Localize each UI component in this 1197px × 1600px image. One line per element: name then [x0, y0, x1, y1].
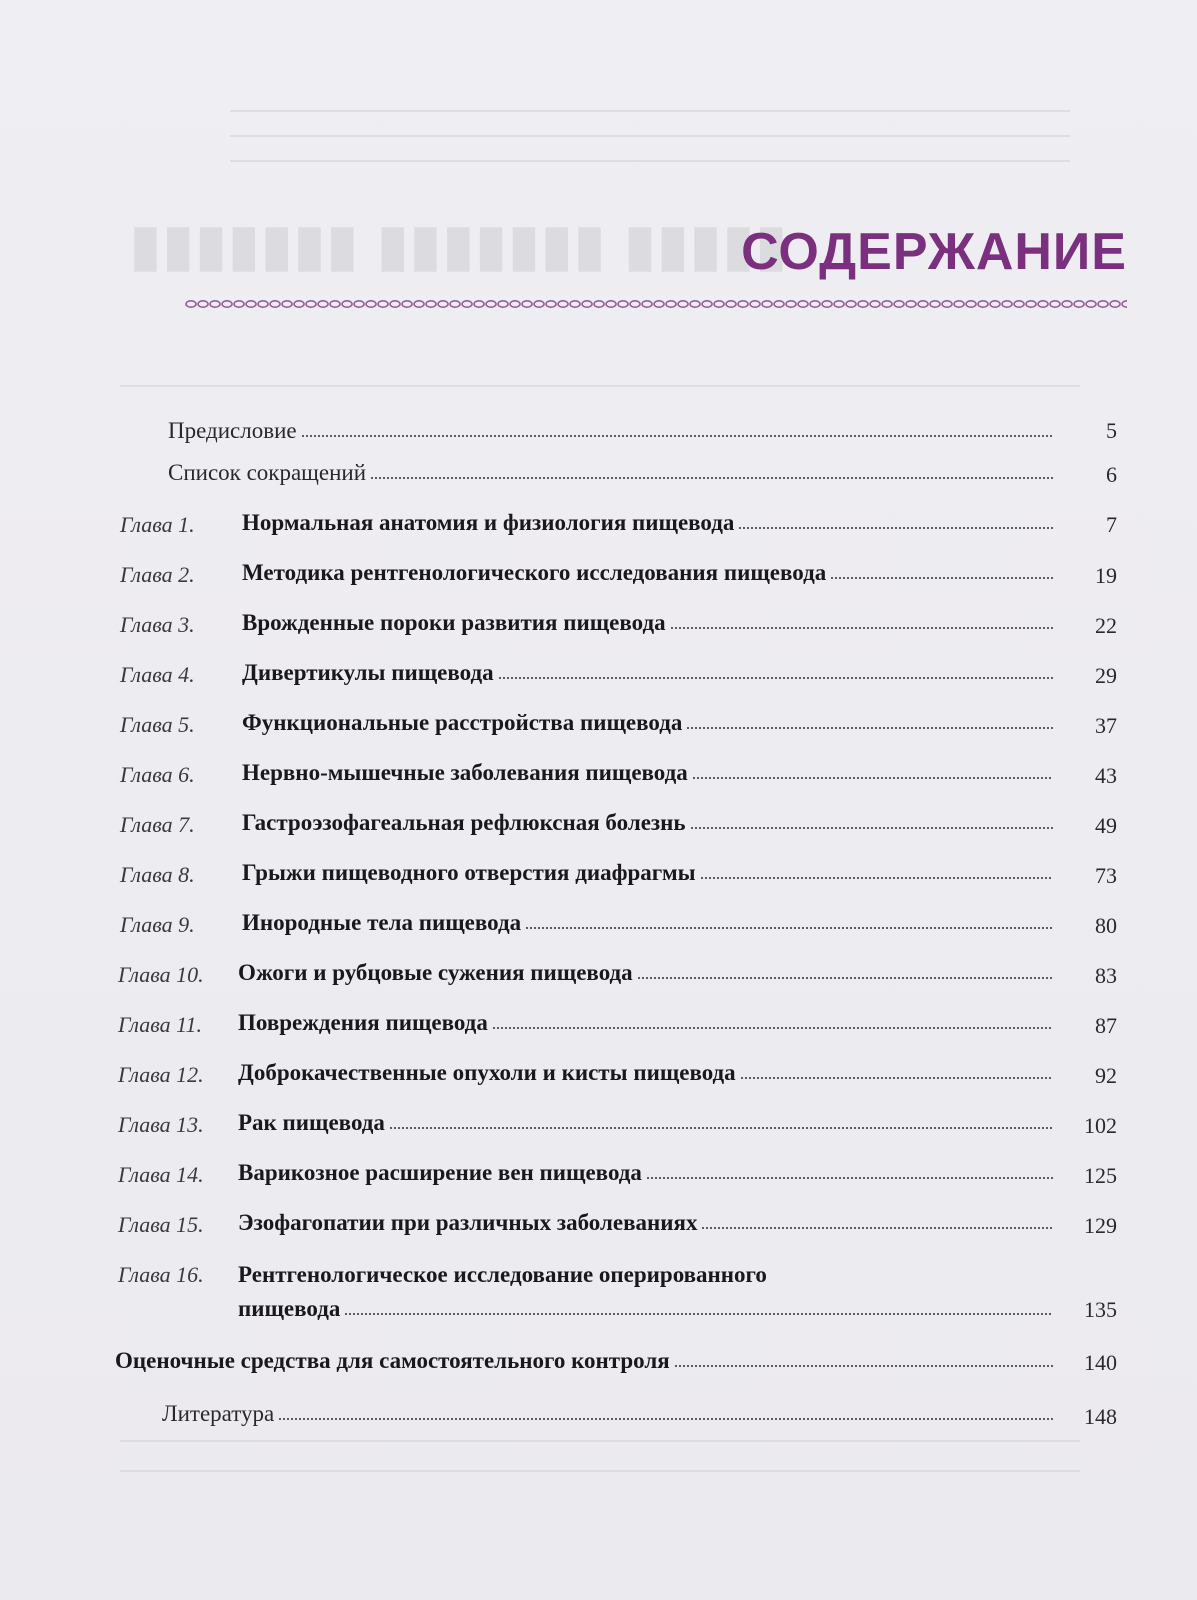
dot-leader [830, 576, 1053, 580]
toc-entry-text: Гастроэзофагеальная рефлюксная болезнь [242, 810, 686, 835]
toc-entry-text: Эзофагопатии при различных заболеваниях [238, 1210, 698, 1235]
toc-entry-chapter[interactable] [238, 1102, 1057, 1136]
page-number: 129 [1084, 1213, 1117, 1238]
chapter-label: Глава 2. [120, 562, 195, 587]
toc-entry-text: Литература [162, 1401, 275, 1426]
chapter-label: Глава 12. [118, 1062, 204, 1087]
toc-entry-chapter[interactable] [242, 902, 1057, 936]
dot-leader [498, 676, 1053, 680]
dot-leader [389, 1126, 1053, 1130]
page-number: 43 [1095, 763, 1117, 788]
toc-entry-chapter[interactable] [242, 502, 1057, 536]
toc-entry-chapter[interactable] [242, 752, 1057, 786]
dot-leader [690, 826, 1053, 830]
dot-leader [525, 926, 1053, 930]
page-number: 80 [1095, 913, 1117, 938]
dot-leader [738, 526, 1053, 530]
chapter-label: Глава 9. [120, 912, 195, 937]
toc-entry-chapter[interactable] [238, 1052, 1057, 1086]
toc-entry-text: Повреждения пищевода [238, 1010, 488, 1035]
chapter-label: Глава 15. [118, 1212, 204, 1237]
toc-entry-text: Доброкачественные опухоли и кисты пищевода [238, 1060, 736, 1085]
chapter-label: Глава 1. [120, 512, 195, 537]
toc-entry-chapter[interactable] [242, 602, 1057, 636]
dot-leader [646, 1176, 1053, 1180]
chapter-label: Глава 6. [120, 762, 195, 787]
page-number: 29 [1095, 663, 1117, 688]
toc-entry-text: Врожденные пороки развития пищевода [242, 610, 666, 635]
dot-leader [370, 476, 1053, 480]
toc-entry-text: Инородные тела пищевода [242, 910, 522, 935]
page-title: СОДЕРЖАНИЕ [741, 223, 1127, 281]
page-number: 135 [1084, 1297, 1117, 1322]
toc-entry-chapter[interactable] [238, 952, 1057, 986]
chapter-label: Глава 16. [118, 1262, 204, 1287]
page-number: 125 [1084, 1163, 1117, 1188]
toc-entry-chapter[interactable] [242, 852, 1057, 886]
toc-entry-text: Рак пищевода [238, 1110, 385, 1135]
toc-entry-chapter[interactable] [238, 1202, 1057, 1236]
chapter-label: Глава 14. [118, 1162, 204, 1187]
toc-entry-abbreviations[interactable] [168, 452, 1057, 486]
page-number: 92 [1095, 1063, 1117, 1088]
toc-entry-chapter[interactable] [242, 552, 1057, 586]
toc-entry-assessment[interactable] [115, 1340, 1057, 1374]
toc-entry-literature[interactable] [162, 1393, 1057, 1427]
toc-entry-text: Нормальная анатомия и физиология пищевода [242, 510, 735, 535]
chapter-label: Глава 11. [118, 1012, 202, 1037]
toc-entry-text: Ожоги и рубцовые сужения пищевода [238, 960, 633, 985]
dot-leader [278, 1417, 1053, 1421]
dot-leader [692, 776, 1053, 780]
page-number: 5 [1106, 418, 1117, 443]
dot-leader [344, 1312, 1053, 1316]
dot-leader [637, 976, 1053, 980]
toc-entry-text: Нервно-мышечные заболевания пищевода [242, 760, 688, 785]
page-number: 148 [1084, 1404, 1117, 1429]
dot-leader [670, 626, 1053, 630]
chapter-label: Глава 10. [118, 962, 204, 987]
toc-entry-text: Предисловие [168, 418, 297, 443]
page-number: 102 [1084, 1113, 1117, 1138]
chapter-label: Глава 4. [120, 662, 195, 687]
toc-entry-text-line1[interactable]: Рентгенологическое исследование оперированного [238, 1262, 767, 1287]
page-number: 7 [1106, 512, 1117, 537]
toc-entry-text: Функциональные расстройства пищевода [242, 710, 683, 735]
toc-entry-chapter[interactable] [242, 652, 1057, 686]
dot-leader [674, 1364, 1053, 1368]
page-number: 37 [1095, 713, 1117, 738]
toc-entry-preface[interactable] [168, 410, 1057, 444]
page-number: 140 [1084, 1350, 1117, 1375]
page-number: 6 [1106, 462, 1117, 487]
dot-leader [301, 434, 1053, 438]
toc-entry-text-line2: пищевода [238, 1296, 341, 1321]
dot-leader [701, 1226, 1053, 1230]
bleed-through-heading: ▮▮▮▮▮ ▮▮▮▮▮▮▮ ▮▮▮▮▮▮▮ [128, 213, 787, 276]
toc-entry-chapter[interactable] [242, 702, 1057, 736]
chapter-label: Глава 7. [120, 812, 195, 837]
dot-leader [492, 1026, 1053, 1030]
page-number: 49 [1095, 813, 1117, 838]
page-number: 73 [1095, 863, 1117, 888]
toc-entry-text: Грыжи пищеводного отверстия диафрагмы [242, 860, 696, 885]
toc-entry-text: Методика рентгенологического исследования пищевода [242, 560, 827, 585]
page-number: 83 [1095, 963, 1117, 988]
chapter-label: Глава 13. [118, 1112, 204, 1137]
page-number: 19 [1095, 563, 1117, 588]
chapter-label: Глава 8. [120, 862, 195, 887]
page-number: 22 [1095, 613, 1117, 638]
chapter-label: Глава 5. [120, 712, 195, 737]
toc-entry-chapter[interactable] [238, 1002, 1057, 1036]
toc-entry-text: Оценочные средства для самостоятельного контроля [115, 1348, 670, 1373]
toc-entry-chapter[interactable] [242, 802, 1057, 836]
chapter-label: Глава 3. [120, 612, 195, 637]
toc-entry-chapter[interactable] [238, 1288, 1057, 1322]
page-number: 87 [1095, 1013, 1117, 1038]
dot-leader [686, 726, 1053, 730]
toc-entry-text: Список сокращений [168, 460, 367, 485]
dot-leader [700, 876, 1053, 880]
dot-leader [740, 1076, 1053, 1080]
toc-entry-text: Дивертикулы пищевода [242, 660, 494, 685]
toc-entry-text: Варикозное расширение вен пищевода [238, 1160, 642, 1185]
toc-entry-chapter[interactable] [238, 1152, 1057, 1186]
